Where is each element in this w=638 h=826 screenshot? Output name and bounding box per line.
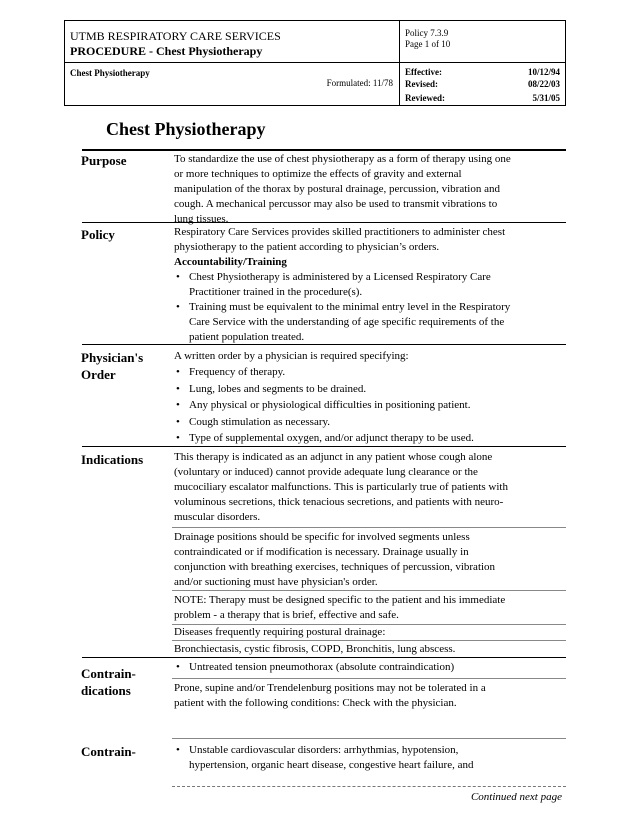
header-topic-cell: [65, 63, 400, 105]
list-item: [174, 743, 566, 773]
revised-line: [405, 79, 560, 91]
reviewed-line: [405, 93, 560, 105]
header-row-bottom: [65, 63, 565, 105]
text-line: physiotherapy to the patient according to physician’s orders.: [174, 241, 440, 253]
policy-label: Policy: [81, 227, 115, 242]
bullet-marker: •: [176, 744, 180, 756]
text-line: patient population treated.: [189, 331, 305, 343]
text-line: This therapy is indicated as an adjunct in any patient whose cough alone: [174, 451, 493, 463]
text-line: Diseases frequently requiring postural drainage:: [174, 626, 386, 638]
list-item: [174, 364, 566, 381]
paragraph-divider: [172, 527, 566, 528]
section-divider: [82, 344, 566, 345]
paragraph-divider: [172, 640, 566, 641]
revised-label: Revised:: [405, 78, 438, 89]
text-line: muscular disorders.: [174, 511, 261, 523]
text-line: Bronchiectasis, cystic fibrosis, COPD, Bronchitis, lung abscess.: [174, 643, 456, 655]
text-line: or more techniques to optimize the effects of gravity and external: [174, 168, 462, 180]
purpose-text: [174, 152, 566, 227]
list-item: [174, 414, 566, 431]
contra-label-line2: dications: [81, 683, 131, 698]
text-line: Practitioner trained in the procedure(s).: [189, 286, 363, 298]
page-number: Page 1 of 10: [405, 39, 451, 49]
indications-para4: [174, 625, 566, 640]
section-divider: [82, 149, 566, 151]
list-item: [174, 270, 566, 300]
order-text: [174, 348, 566, 447]
formulated-date: Formulated: 11/78: [326, 78, 393, 88]
purpose-label: Purpose: [81, 153, 127, 168]
reviewed-date: 5/31/05: [532, 93, 560, 103]
bullet-marker: •: [176, 432, 180, 444]
section-divider: [82, 222, 566, 223]
bullet-marker: •: [176, 301, 180, 313]
document-header: [64, 20, 566, 106]
indications-label: Indications: [81, 452, 144, 467]
contra-label-line1: Contrain-: [81, 666, 136, 681]
list-item: [174, 381, 566, 398]
list-item: [174, 660, 566, 675]
reviewed-label: Reviewed:: [405, 93, 445, 103]
bullet-marker: •: [176, 661, 180, 673]
bullet-marker: •: [176, 399, 180, 411]
text-line: Any physical or physiological difficulties in positioning patient.: [189, 399, 471, 411]
list-item: [174, 430, 566, 447]
text-line: Training must be equivalent to the minimal entry level in the Respiratory: [189, 301, 511, 313]
text-line: Chest Physiotherapy is administered by a Licensed Respiratory Care: [189, 271, 491, 283]
text-line: A written order by a physician is required specifying:: [174, 350, 409, 362]
section-divider: [82, 657, 566, 658]
text-line: Type of supplemental oxygen, and/or adjunct therapy to be used.: [189, 432, 474, 444]
bullet-marker: •: [176, 415, 180, 428]
subheading: Accountability/Training: [174, 256, 287, 268]
text-line: Frequency of therapy.: [189, 366, 286, 378]
text-line: and/or suctioning must have physician's order.: [174, 576, 378, 588]
text-line: To standardize the use of chest physiotherapy as a form of therapy using one: [174, 153, 511, 165]
contra2-label: Contrain-: [81, 744, 136, 759]
text-line: Untreated tension pneumothorax (absolute contraindication): [189, 661, 455, 673]
header-policy-cell: [400, 21, 565, 62]
text-line: mucociliary escalator malfunctions. This is particularly true of patients with: [174, 481, 508, 493]
text-line: Prone, supine and/or Trendelenburg positions may not be tolerated in a: [174, 682, 486, 694]
bullet-marker: •: [176, 366, 180, 378]
indications-para5: [174, 642, 566, 657]
header-row-top: [65, 21, 565, 63]
text-line: problem - a therapy that is brief, effective and safe.: [174, 609, 399, 621]
effective-date: 10/12/94: [527, 67, 560, 77]
text-line: hypertension, organic heart disease, congestive heart failure, and: [189, 759, 474, 771]
contra2-text: [174, 743, 566, 773]
policy-number: Policy 7.3.9: [405, 28, 449, 38]
list-item: [174, 300, 566, 345]
contra-label: [81, 665, 136, 699]
text-line: NOTE: Therapy must be designed specific to the patient and his immediate: [174, 594, 506, 606]
policy-text: [174, 225, 566, 345]
org-name: UTMB RESPIRATORY CARE SERVICES: [70, 29, 281, 43]
revised-date: 08/22/03: [527, 78, 560, 89]
page-title: Chest Physiotherapy: [106, 119, 266, 139]
text-line: Unstable cardiovascular disorders: arrhythmias, hypotension,: [189, 744, 459, 756]
header-dates-cell: [400, 63, 565, 105]
text-line: patient with the following conditions: Check with the physician.: [174, 697, 457, 709]
order-label-line1: Physician's: [81, 350, 144, 365]
text-line: Care Service with the understanding of age specific requirements of the: [189, 316, 505, 328]
text-line: cough. A mechanical percussor may also be used to transmit vibrations to: [174, 198, 498, 210]
effective-label: Effective:: [405, 67, 442, 77]
text-line: manipulation of the thorax by postural drainage, percussion, vibration and: [174, 183, 500, 195]
bullet-marker: •: [176, 271, 180, 283]
procedure-name: PROCEDURE - Chest Physiotherapy: [70, 44, 263, 58]
section-divider: [82, 446, 566, 447]
header-title-cell: [65, 21, 400, 62]
list-item: [174, 397, 566, 414]
section-divider: [172, 738, 566, 739]
text-line: (voluntary or induced) cannot provide adequate lung clearance or the: [174, 466, 478, 478]
indications-para2: [174, 530, 566, 590]
text-line: conjunction with breathing exercises, techniques of percussion, vibration: [174, 561, 496, 573]
effective-line: [405, 67, 560, 79]
order-label-line2: Order: [81, 367, 116, 382]
bullet-marker: •: [176, 382, 180, 395]
contra-text: [174, 660, 566, 675]
text-line: Cough stimulation as necessary.: [189, 415, 331, 428]
text-line: Drainage positions should be specific for involved segments unless: [174, 531, 470, 543]
footer-divider: [172, 786, 566, 787]
text-line: Lung, lobes and segments to be drained.: [189, 382, 367, 395]
indications-para3: [174, 593, 566, 623]
contra-para: [174, 681, 566, 711]
text-line: contraindicated or if modification is necessary. Drainage usually in: [174, 546, 469, 558]
text-line: voluminous secretions, thick tenacious secretions, and patients with neuro-: [174, 496, 504, 508]
text-line: Respiratory Care Services provides skilled practitioners to administer chest: [174, 226, 506, 238]
indications-para1: [174, 450, 566, 525]
text-line: lung tissues.: [174, 213, 229, 225]
paragraph-divider: [172, 590, 566, 591]
topic-name: Chest Physiotherapy: [70, 68, 150, 78]
continued-note: Continued next page: [470, 791, 562, 803]
order-label: [81, 349, 143, 383]
paragraph-divider: [172, 678, 566, 679]
